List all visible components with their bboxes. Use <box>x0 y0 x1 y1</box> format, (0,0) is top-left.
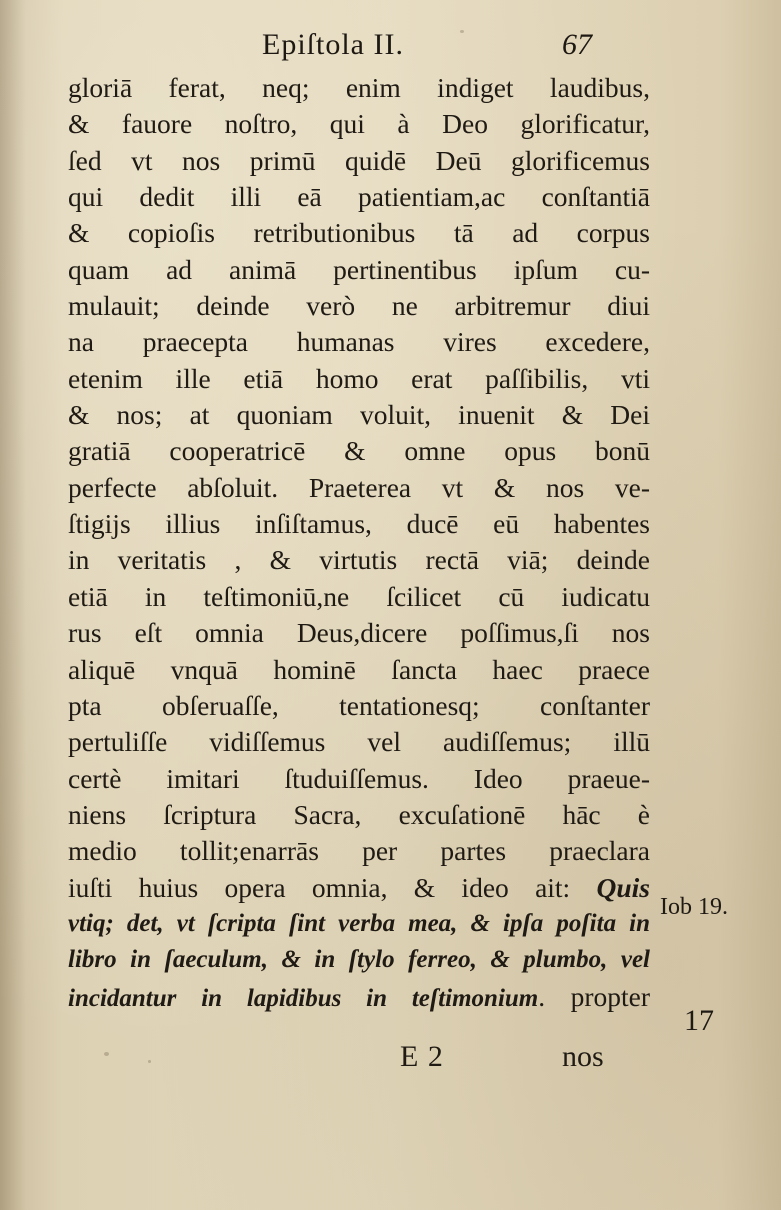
paper-speck <box>148 1060 151 1063</box>
text-line: certè imitari ſtuduiſſemus. Ideo praeue- <box>68 762 650 794</box>
text-line: etenim ille etiā homo erat paſſibilis, vti <box>68 362 650 394</box>
text-line: rus eſt omnia Deus,dicere poſſimus,ſi nos <box>68 617 650 649</box>
text-line: gloriā ferat, neq; enim indiget laudibus, <box>68 72 650 103</box>
running-head-title: Epiſtola II. <box>262 28 404 61</box>
text-line: etiā in teſtimoniū,ne ſcilicet cū iudicatu <box>68 580 650 612</box>
text-line: quam ad animā pertinentibus ipſum cu- <box>68 253 650 285</box>
text-line: qui dedit illi eā patientiam,ac conſtantiā <box>68 181 650 213</box>
quote-italic-start: Quis <box>596 871 650 903</box>
text-line: ſed vt nos primū quidē Deū glorificemus <box>68 144 650 176</box>
text-line: medio tollit;enarrās per partes praeclara <box>68 835 650 867</box>
running-head <box>0 28 781 72</box>
text-line: mulauit; deinde verò ne arbitremur diui <box>68 290 650 322</box>
main-text-block <box>68 70 650 1015</box>
margin-note-verse: 17 <box>684 1004 714 1037</box>
text-line: ſtigijs illius inſiſtamus, ducē eū habentes <box>68 508 650 540</box>
text-line: perfecte abſoluit. Praeterea vt & nos ve- <box>68 471 650 503</box>
text-line: pta obſeruaſſe, tentationesq; conſtanter <box>68 689 650 721</box>
text-line: & copioſis retributionibus tā ad corpus <box>68 217 650 249</box>
paper-speck <box>630 452 633 455</box>
quote-line: vtiq; det, vt ſcripta ſint verba mea, & ipſa poſita in <box>68 909 650 937</box>
text-line: & nos; at quoniam voluit, inuenit & Dei <box>68 399 650 431</box>
page-gutter-shadow <box>0 0 26 1210</box>
paper-speck <box>104 1052 109 1056</box>
text-line-roman-part: iuſti huius opera omnia, & ideo ait: <box>68 871 571 903</box>
page-footer <box>0 1040 781 1080</box>
text-line: na praecepta humanas vires excedere, <box>68 326 650 358</box>
signature-mark: E 2 <box>400 1040 444 1073</box>
text-line: niens ſcriptura Sacra, excuſationē hāc è <box>68 798 650 830</box>
page-number: 67 <box>562 28 592 61</box>
text-line: pertuliſſe vidiſſemus vel audiſſemus; illū <box>68 726 650 758</box>
text-line: aliquē vnquā hominē ſancta haec praece <box>68 653 650 685</box>
text-line: & fauore noſtro, qui à Deo glorificatur, <box>68 108 650 140</box>
paper-speck <box>460 30 464 33</box>
catchword: nos <box>562 1040 604 1073</box>
quote-line: libro in ſaeculum, & in ſtylo ferreo, & plumbo, vel <box>68 946 650 974</box>
text-line: in veritatis , & virtutis rectā viā; deinde <box>68 544 650 576</box>
text-line-roman-end: . propter <box>538 980 650 1012</box>
text-line: gratiā cooperatricē & omne opus bonū <box>68 435 650 467</box>
quote-line-end <box>68 979 650 1015</box>
quote-italic-end: incidantur in lapidibus in teſtimonium <box>68 984 539 1012</box>
text-line-quote-start <box>68 870 650 906</box>
margin-note-job-reference: Iob 19. <box>660 894 728 920</box>
